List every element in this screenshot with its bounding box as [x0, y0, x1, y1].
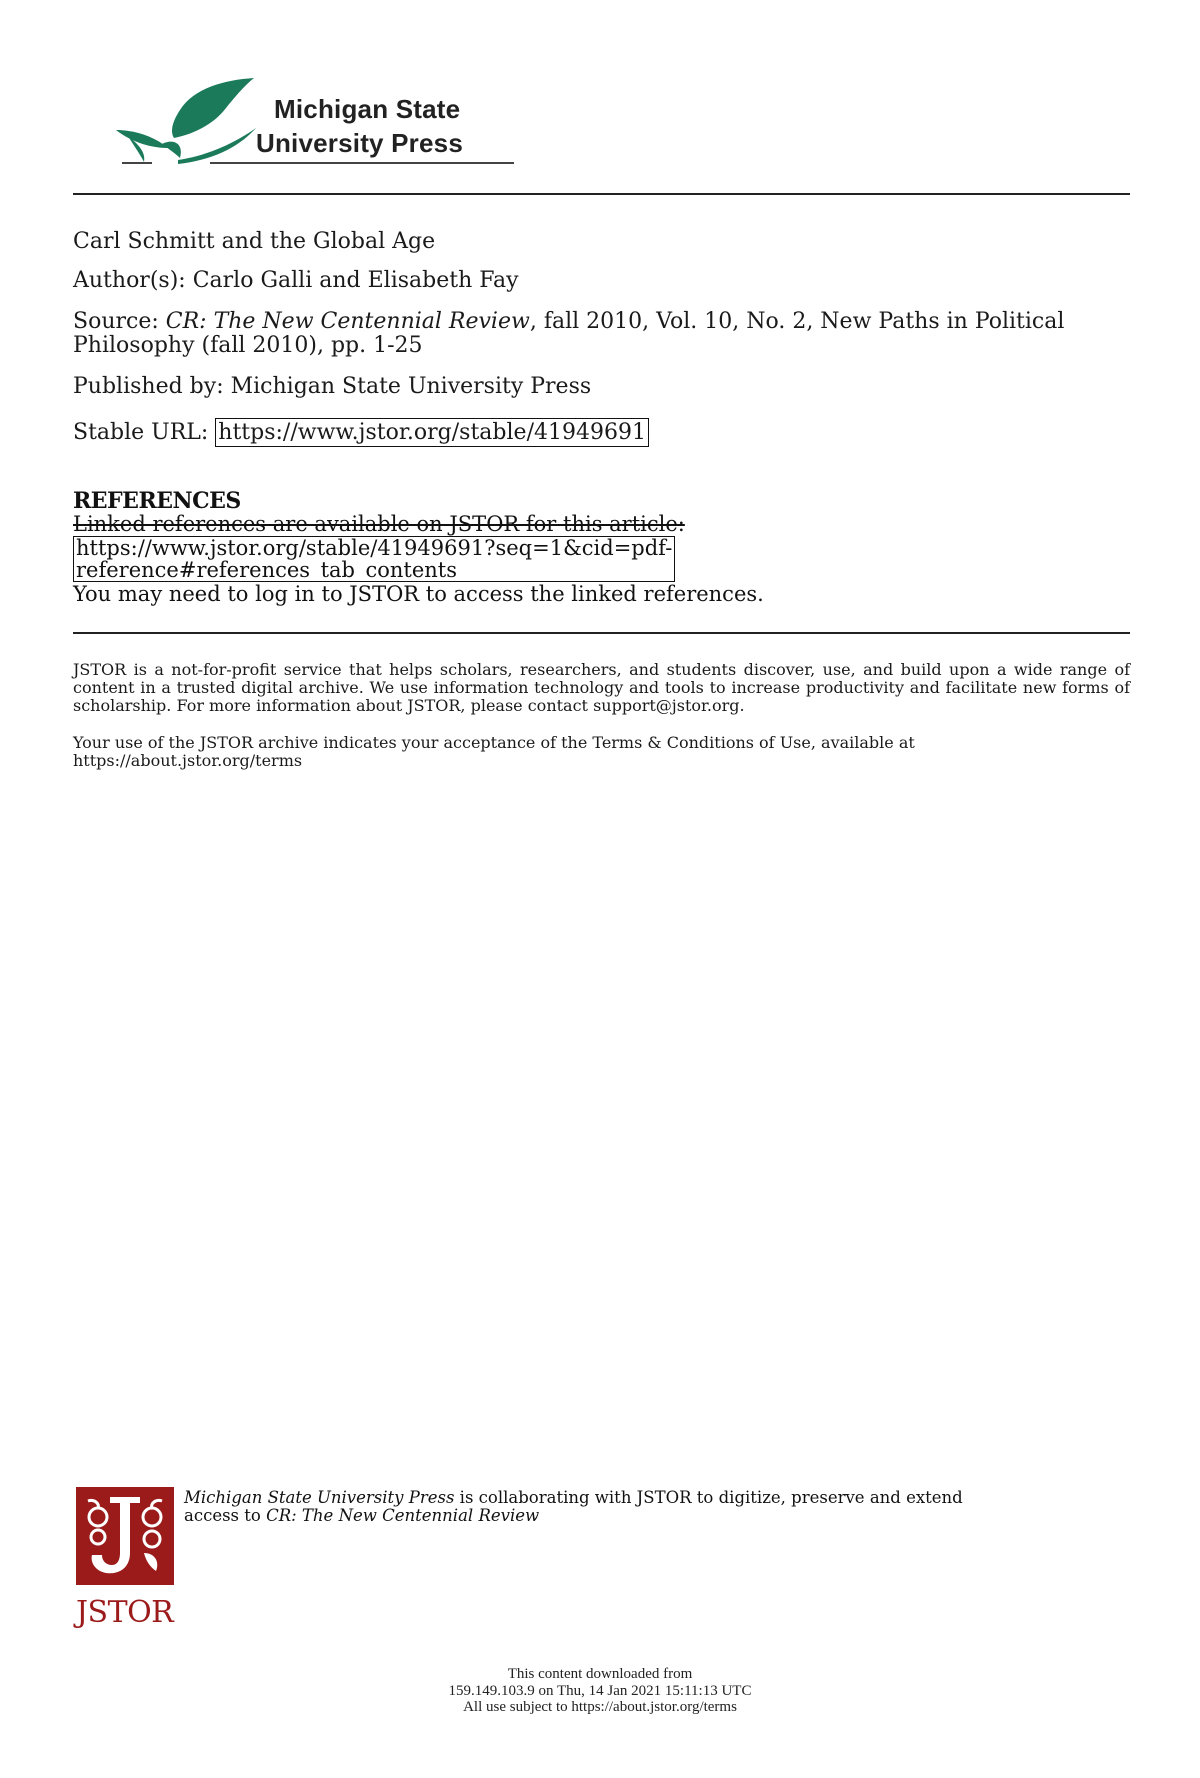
- wordmark-line-1: Michigan State: [274, 94, 461, 124]
- terms-notice: [73, 734, 1130, 770]
- references-login-note: You may need to log in to JSTOR to access the linked references.: [73, 582, 764, 606]
- footer-line-3: All use subject to https://about.jstor.org/terms: [463, 1699, 737, 1715]
- jstor-about-notice: JSTOR is a not-for-profit service that helps scholars, researchers, and students discover, use, and build upon a wide range of content in a trusted digital archive. We use information technology and tools to increase productivity and facilitate new forms of scholarship. For more information about JSTOR, please contact support@jstor.org.: [73, 660, 1130, 715]
- msu-press-wordmark: [256, 92, 463, 160]
- terms-url[interactable]: https://about.jstor.org/terms: [73, 751, 303, 770]
- collab-publisher: Michigan State University Press: [184, 1488, 455, 1507]
- logo-underline-short: [122, 162, 152, 164]
- article-publisher: [73, 375, 1133, 399]
- source-journal: CR: The New Centennial Review: [165, 309, 530, 334]
- footer-line-1: This content downloaded from: [507, 1666, 693, 1682]
- stable-url-link[interactable]: https://www.jstor.org/stable/41949691: [215, 418, 649, 447]
- article-authors: [73, 269, 1133, 293]
- middle-divider: [73, 632, 1130, 634]
- references-heading: REFERENCES: [73, 488, 241, 514]
- jstor-wordmark: JSTOR: [76, 1595, 174, 1630]
- collab-middle: is collaborating with JSTOR to digitize, preserve and extend: [454, 1488, 963, 1507]
- leaf-icon: [114, 74, 264, 170]
- logo-underline: [210, 162, 514, 164]
- references-link[interactable]: [73, 536, 675, 582]
- stable-url-row: [73, 421, 1133, 445]
- terms-line-1: Your use of the JSTOR archive indicates your acceptance of the Terms & Conditions of Use, available at: [73, 733, 915, 752]
- stable-url-label: Stable URL:: [73, 420, 209, 445]
- collaboration-statement: [184, 1489, 1064, 1525]
- references-link-line-2[interactable]: reference#references_tab_contents: [76, 558, 458, 582]
- jstor-emblem-icon: [76, 1487, 174, 1585]
- article-title: Carl Schmitt and the Global Age: [73, 229, 436, 254]
- source-details-line-2: Philosophy (fall 2010), pp. 1-25: [73, 333, 423, 358]
- references-intro: Linked references are available on JSTOR for this article:: [73, 512, 685, 536]
- msu-press-logo: [114, 74, 514, 174]
- collab-access-prefix: access to: [184, 1506, 267, 1525]
- source-label: Source:: [73, 309, 159, 334]
- source-details-line-1: , fall 2010, Vol. 10, No. 2, New Paths in Political: [529, 309, 1065, 334]
- top-divider: [73, 193, 1130, 195]
- authors-label: Author(s):: [73, 268, 186, 293]
- download-footer: [0, 1666, 1200, 1716]
- article-source: [73, 310, 1133, 358]
- published-label: Published by:: [73, 374, 224, 399]
- references-block: [73, 512, 1073, 606]
- collab-journal: CR: The New Centennial Review: [266, 1506, 540, 1525]
- references-link-line-1[interactable]: https://www.jstor.org/stable/41949691?seq=1&cid=pdf-: [76, 536, 673, 560]
- publisher-value: Michigan State University Press: [230, 374, 592, 399]
- footer-line-2: 159.149.103.9 on Thu, 14 Jan 2021 15:11:13 UTC: [448, 1682, 752, 1699]
- jstor-logo: [76, 1487, 180, 1630]
- authors-value: Carlo Galli and Elisabeth Fay: [192, 268, 519, 293]
- wordmark-line-2: University Press: [256, 128, 463, 158]
